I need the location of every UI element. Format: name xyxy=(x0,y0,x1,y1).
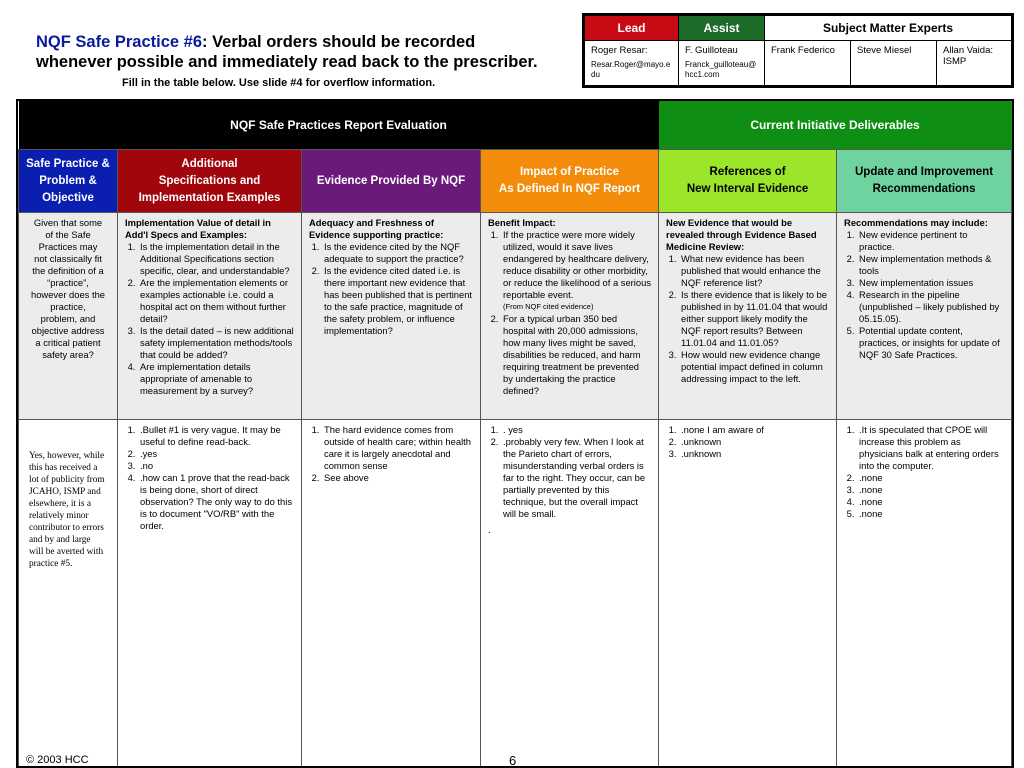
impact-source-note: (From NQF cited evidence) xyxy=(503,302,594,311)
list-item: 3. .none xyxy=(857,484,1004,496)
desc-c2-head: Implementation Value of detail in Add'l Specs and Examples: xyxy=(125,217,271,240)
list-item: 5. .none xyxy=(857,508,1004,520)
list-item: 4. Are implementation details appropriate of amenable to measurement by a survey? xyxy=(138,361,294,397)
list-item: 2. .none xyxy=(857,472,1004,484)
col2-line3: Implementation Examples xyxy=(138,191,281,204)
desc-c3-head: Adequacy and Freshness of Evidence supporting practice: xyxy=(309,217,444,240)
expert-2: Steve Miesel xyxy=(851,41,937,86)
copyright: © 2003 HCC xyxy=(26,754,89,766)
evaluation-table xyxy=(16,99,1014,768)
title-line-2: whenever possible and immediately read back to the prescriber. xyxy=(36,53,538,71)
col5-line1: References of xyxy=(709,166,786,178)
desc-evidence xyxy=(302,213,481,420)
lead-header: Lead xyxy=(585,16,679,41)
page-number: 6 xyxy=(509,753,517,768)
list-item: 1. What new evidence has been published that would enhance the NQF reference list? xyxy=(679,253,829,289)
list-item: 2. Is there evidence that is likely to be published in by 11.01.04 that would either support likely modify the NQF report results? Between 11.01.04 and 11.01.05? xyxy=(679,289,829,349)
desc-c4-head: Benefit Impact: xyxy=(488,217,556,228)
desc-recommendations xyxy=(837,213,1012,420)
impact-question-1: If the practice were more widely utilized, would it save lives endangered by healthcare delivery, reduce disability or other morbidity, or reduce the likelihood of a serious reportable event. xyxy=(503,229,652,300)
lead-cell xyxy=(585,41,679,86)
assist-cell xyxy=(679,41,765,86)
answer-references xyxy=(659,420,837,768)
list-item: 4. .how can 1 prove that the read-back is being done, short of direct observation? The only way to do this is to document "VO/RB" with the order. xyxy=(138,472,294,532)
slide-title xyxy=(36,32,576,72)
list-item: 2. .unknown xyxy=(679,436,829,448)
list-item: 2. New implementation methods & tools xyxy=(857,253,1004,277)
band-report-evaluation: NQF Safe Practices Report Evaluation xyxy=(19,101,659,150)
list-item: 4. Research in the pipeline (unpublished – likely published by 05.15.05). xyxy=(857,289,1004,325)
list-item: 1. .none I am aware of xyxy=(679,424,829,436)
answer-additional-specs xyxy=(118,420,302,768)
lead-name: Roger Resar: xyxy=(591,45,648,56)
col-header-safe-practice: Safe Practice & Problem & Objective xyxy=(19,150,118,213)
assist-name: F. Guilloteau xyxy=(685,45,738,56)
list-item: 2. Is the evidence cited dated i.e. is there important new evidence that has been published that is pertinent to the safe practice, magnitude of the safety problem, or influence implementation? xyxy=(322,265,473,337)
col5-line2: New Interval Evidence xyxy=(686,183,809,195)
desc-impact xyxy=(481,213,659,420)
list-item: 1. .Bullet #1 is very vague. It may be useful to define read-back. xyxy=(138,424,294,448)
col-header-recommendations: Update and Improvement Recommendations xyxy=(837,150,1012,213)
title-rest: : Verbal orders should be recorded xyxy=(202,33,476,51)
experts-table xyxy=(582,13,1014,88)
desc-c5-head: New Evidence that would be revealed through Evidence Based Medicine Review: xyxy=(666,217,817,252)
list-item: 3. Is the detail dated – is new additional safety implementation methods/tools that could be added? xyxy=(138,325,294,361)
answer-safe-practice: Yes, however, while this has received a lot of publicity from JCAHO, ISMP and elsewhere, it is a relatively minor contributor to errors and by and large will be averted with practice #5. xyxy=(19,420,118,768)
list-item: 3. .unknown xyxy=(679,448,829,460)
desc-references xyxy=(659,213,837,420)
list-item: 2. Are the implementation elements or examples actionable i.e. could a hospital act on them without further detail? xyxy=(138,277,294,325)
list-item: 3. New implementation issues xyxy=(857,277,1004,289)
list-item xyxy=(501,229,651,313)
list-item: 5. Potential update content, practices, or insights for update of NQF 30 Safe Practices. xyxy=(857,325,1004,361)
col-header-evidence: Evidence Provided By NQF xyxy=(302,150,481,213)
list-item: 1. Is the evidence cited by the NQF adequate to support the practice? xyxy=(322,241,473,265)
list-item: 1. . yes xyxy=(501,424,651,436)
list-item: 2. See above xyxy=(322,472,473,484)
col-header-references xyxy=(659,150,837,213)
desc-c6-head: Recommendations may include: xyxy=(844,217,988,228)
col2-line1: Additional xyxy=(181,157,238,170)
col4-line2: As Defined In NQF Report xyxy=(498,183,641,195)
list-item: 2. .probably very few. When I look at the Parieto chart of errors, misunderstanding verbal orders is far to the right. They occur, can be partially prevented by this technique, but the overall impact will be small. xyxy=(501,436,651,520)
assist-email: Franck_guilloteau@hcc1.com xyxy=(685,60,757,79)
col2-line2: Specifications and xyxy=(158,174,261,187)
list-item: 4. .none xyxy=(857,496,1004,508)
list-item: 1. Is the implementation detail in the Additional Specifications section specific, clear, and understandable? xyxy=(138,241,294,277)
band-current-deliverables: Current Initiative Deliverables xyxy=(659,101,1012,150)
desc-additional-specs xyxy=(118,213,302,420)
col-header-additional-specs xyxy=(118,150,302,213)
expert-1: Frank Federico xyxy=(765,41,851,86)
list-item: 3. How would new evidence change potential impact defined in column addressing impact to the left. xyxy=(679,349,829,385)
list-item: 2. For a typical urban 350 bed hospital with 20,000 admissions, how many lives might be saved, disabilities be reduced, and harm requiring treatment be prevented by undertaking the practice defined? xyxy=(501,313,651,397)
answer-evidence xyxy=(302,420,481,768)
impact-trailing-mark: . xyxy=(488,524,491,535)
list-item: 3. .no xyxy=(138,460,294,472)
list-item: 1. New evidence pertinent to practice. xyxy=(857,229,1004,253)
assist-header: Assist xyxy=(679,16,765,41)
answer-impact xyxy=(481,420,659,768)
experts-header: Subject Matter Experts xyxy=(765,16,1012,41)
lead-email: Resar.Roger@mayo.edu xyxy=(591,60,671,79)
list-item: 2. .yes xyxy=(138,448,294,460)
col-header-impact xyxy=(481,150,659,213)
desc-safe-practice: Given that some of the Safe Practices may not classically fit the definition of a “practice”, however does the practice, problem, and objective address a critical patient safety area? xyxy=(19,213,118,420)
title-line-1 xyxy=(36,32,576,52)
slide-subtitle: Fill in the table below. Use slide #4 for overflow information. xyxy=(122,77,436,89)
list-item: 1. .It is speculated that CPOE will increase this problem as physicians balk at entering orders into the computer. xyxy=(857,424,1004,472)
col4-line1: Impact of Practice xyxy=(519,166,620,178)
expert-3: Allan Vaida: ISMP xyxy=(937,41,1012,86)
title-highlight: NQF Safe Practice #6 xyxy=(36,33,202,51)
answer-recommendations xyxy=(837,420,1012,768)
list-item: 1. The hard evidence comes from outside of health care; within health care it is largely anecdotal and common sense xyxy=(322,424,473,472)
